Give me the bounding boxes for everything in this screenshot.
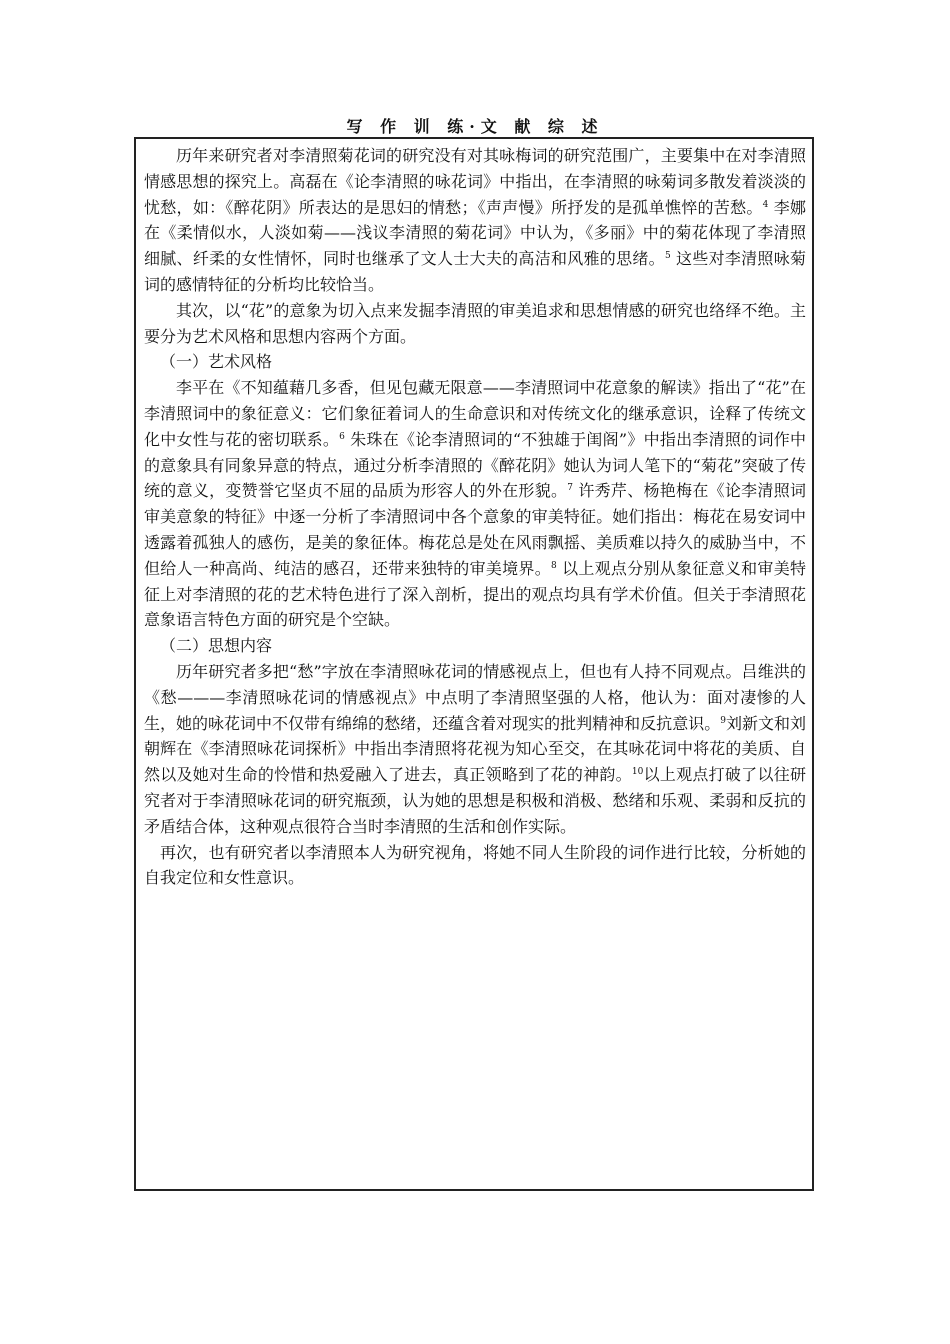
text-segment: 历年来研究者对李清照菊花词的研究没有对其咏梅词的研究范围广，主要集中在对李清照情感思想的探究上。高磊在《论李清照的咏花词》中指出，在李清照的咏菊词多散发着淡淡的忧愁，如：《醉花阴》所表达的是思妇的情愁；《声声慢》所抒发的是孤单憔悴的苦愁。 <box>144 146 806 217</box>
section-heading-artistic-style: （一）艺术风格 <box>160 352 273 372</box>
footnote-ref: 8 <box>550 560 557 571</box>
footnote-ref: 9 <box>720 715 726 726</box>
footnote-ref: 7 <box>567 483 573 494</box>
text-segment: 李娜在《柔情似水，人淡如菊——浅议李清照的菊花词》中认为，《多丽》中的菊花体现了李清照细腻、纤柔的女性情怀，同时也继承了文人士大夫的高洁和风雅的思绪。 <box>144 197 806 269</box>
footnote-ref: 5 <box>664 251 671 262</box>
footnote-ref: 4 <box>762 199 769 210</box>
section-heading-thought-content: （二）思想内容 <box>160 636 273 656</box>
text-segment: 历年研究者多把“愁”字放在李清照咏花词的情感视点上，但也有人持不同观点。吕维洪的《愁———李清照咏花词的情感视点》中点明了李清照坚强的人格，他认为：面对凄惨的人生，她的咏花词中不仅带有绵绵的愁绪，还蕴含着对现实的批判精神和反抗意识。 <box>144 661 806 733</box>
text-segment: 这些对李清照咏菊词的感情特征的分析均比较恰当。 <box>144 249 806 294</box>
paragraph-chrysanthemum-research <box>144 143 806 298</box>
text-segment: 朱珠在《论李清照词的“不独雄于闺阁”》中指出李清照的词作中的意象具有同象异意的特点，通过分析李清照的《醉花阴》她认为词人笔下的“菊花”突破了传统的意义，变赞誉它坚贞不屈的品质为形容人的外在形貌。 <box>144 429 806 501</box>
text-segment: 刘新文和刘朝辉在《李清照咏花词探析》中指出李清照将花视为知心至交，在其咏花词中将花的美质、自然以及她对生命的怜惜和热爱融入了进去，真正领略到了花的神韵。 <box>144 713 806 785</box>
text-segment: 以上观点分别从象征意义和审美特征上对李清照的花的艺术特色进行了深入剖析，提出的观点均具有学术价值。但关于李清照花意象语言特色方面的研究是个空缺。 <box>144 558 806 630</box>
text-segment: 以上观点打破了以往研究者对于李清照咏花词的研究瓶颈，认为她的思想是积极和消极、愁绪和乐观、柔弱和反抗的矛盾结合体，这种观点很符合当时李清照的生活和创作实际。 <box>144 765 806 836</box>
text-segment: 李平在《不知蕴藉几多香，但见包藏无限意——李清照词中花意象的解读》指出了“花”在李清照词中的象征意义：它们象征着词人的生命意识和对传统文化的继承意识，诠释了传统文化中女性与花的密切联系。 <box>144 378 806 449</box>
footnote-ref: 10 <box>631 767 644 778</box>
paragraph-thought-content <box>144 659 806 840</box>
footnote-ref: 6 <box>339 431 345 442</box>
paragraph-artistic-style <box>144 375 806 633</box>
page-header: 写 作 训 练·文 献 综 述 <box>346 117 604 136</box>
paragraph-flower-imagery: 其次，以“花”的意象为切入点来发掘李清照的审美追求和思想情感的研究也络绎不绝。主要分为艺术风格和思想内容两个方面。 <box>144 300 806 346</box>
document-frame <box>134 137 814 1191</box>
paragraph-self-identity: 再次，也有研究者以李清照本人为研究视角，将她不同人生阶段的词作进行比较，分析她的自我定位和女性意识。 <box>144 842 806 888</box>
text-segment: 许秀芹、杨艳梅在《论李清照词审美意象的特征》中逐一分析了李清照词中各个意象的审美特征。她们指出：梅花在易安词中透露着孤独人的感伤，是美的象征体。梅花总是处在风雨飘摇、美质难以持久的威胁当中，不但给人一种高尚、纯洁的感召，还带来独特的审美境界。 <box>144 481 806 578</box>
